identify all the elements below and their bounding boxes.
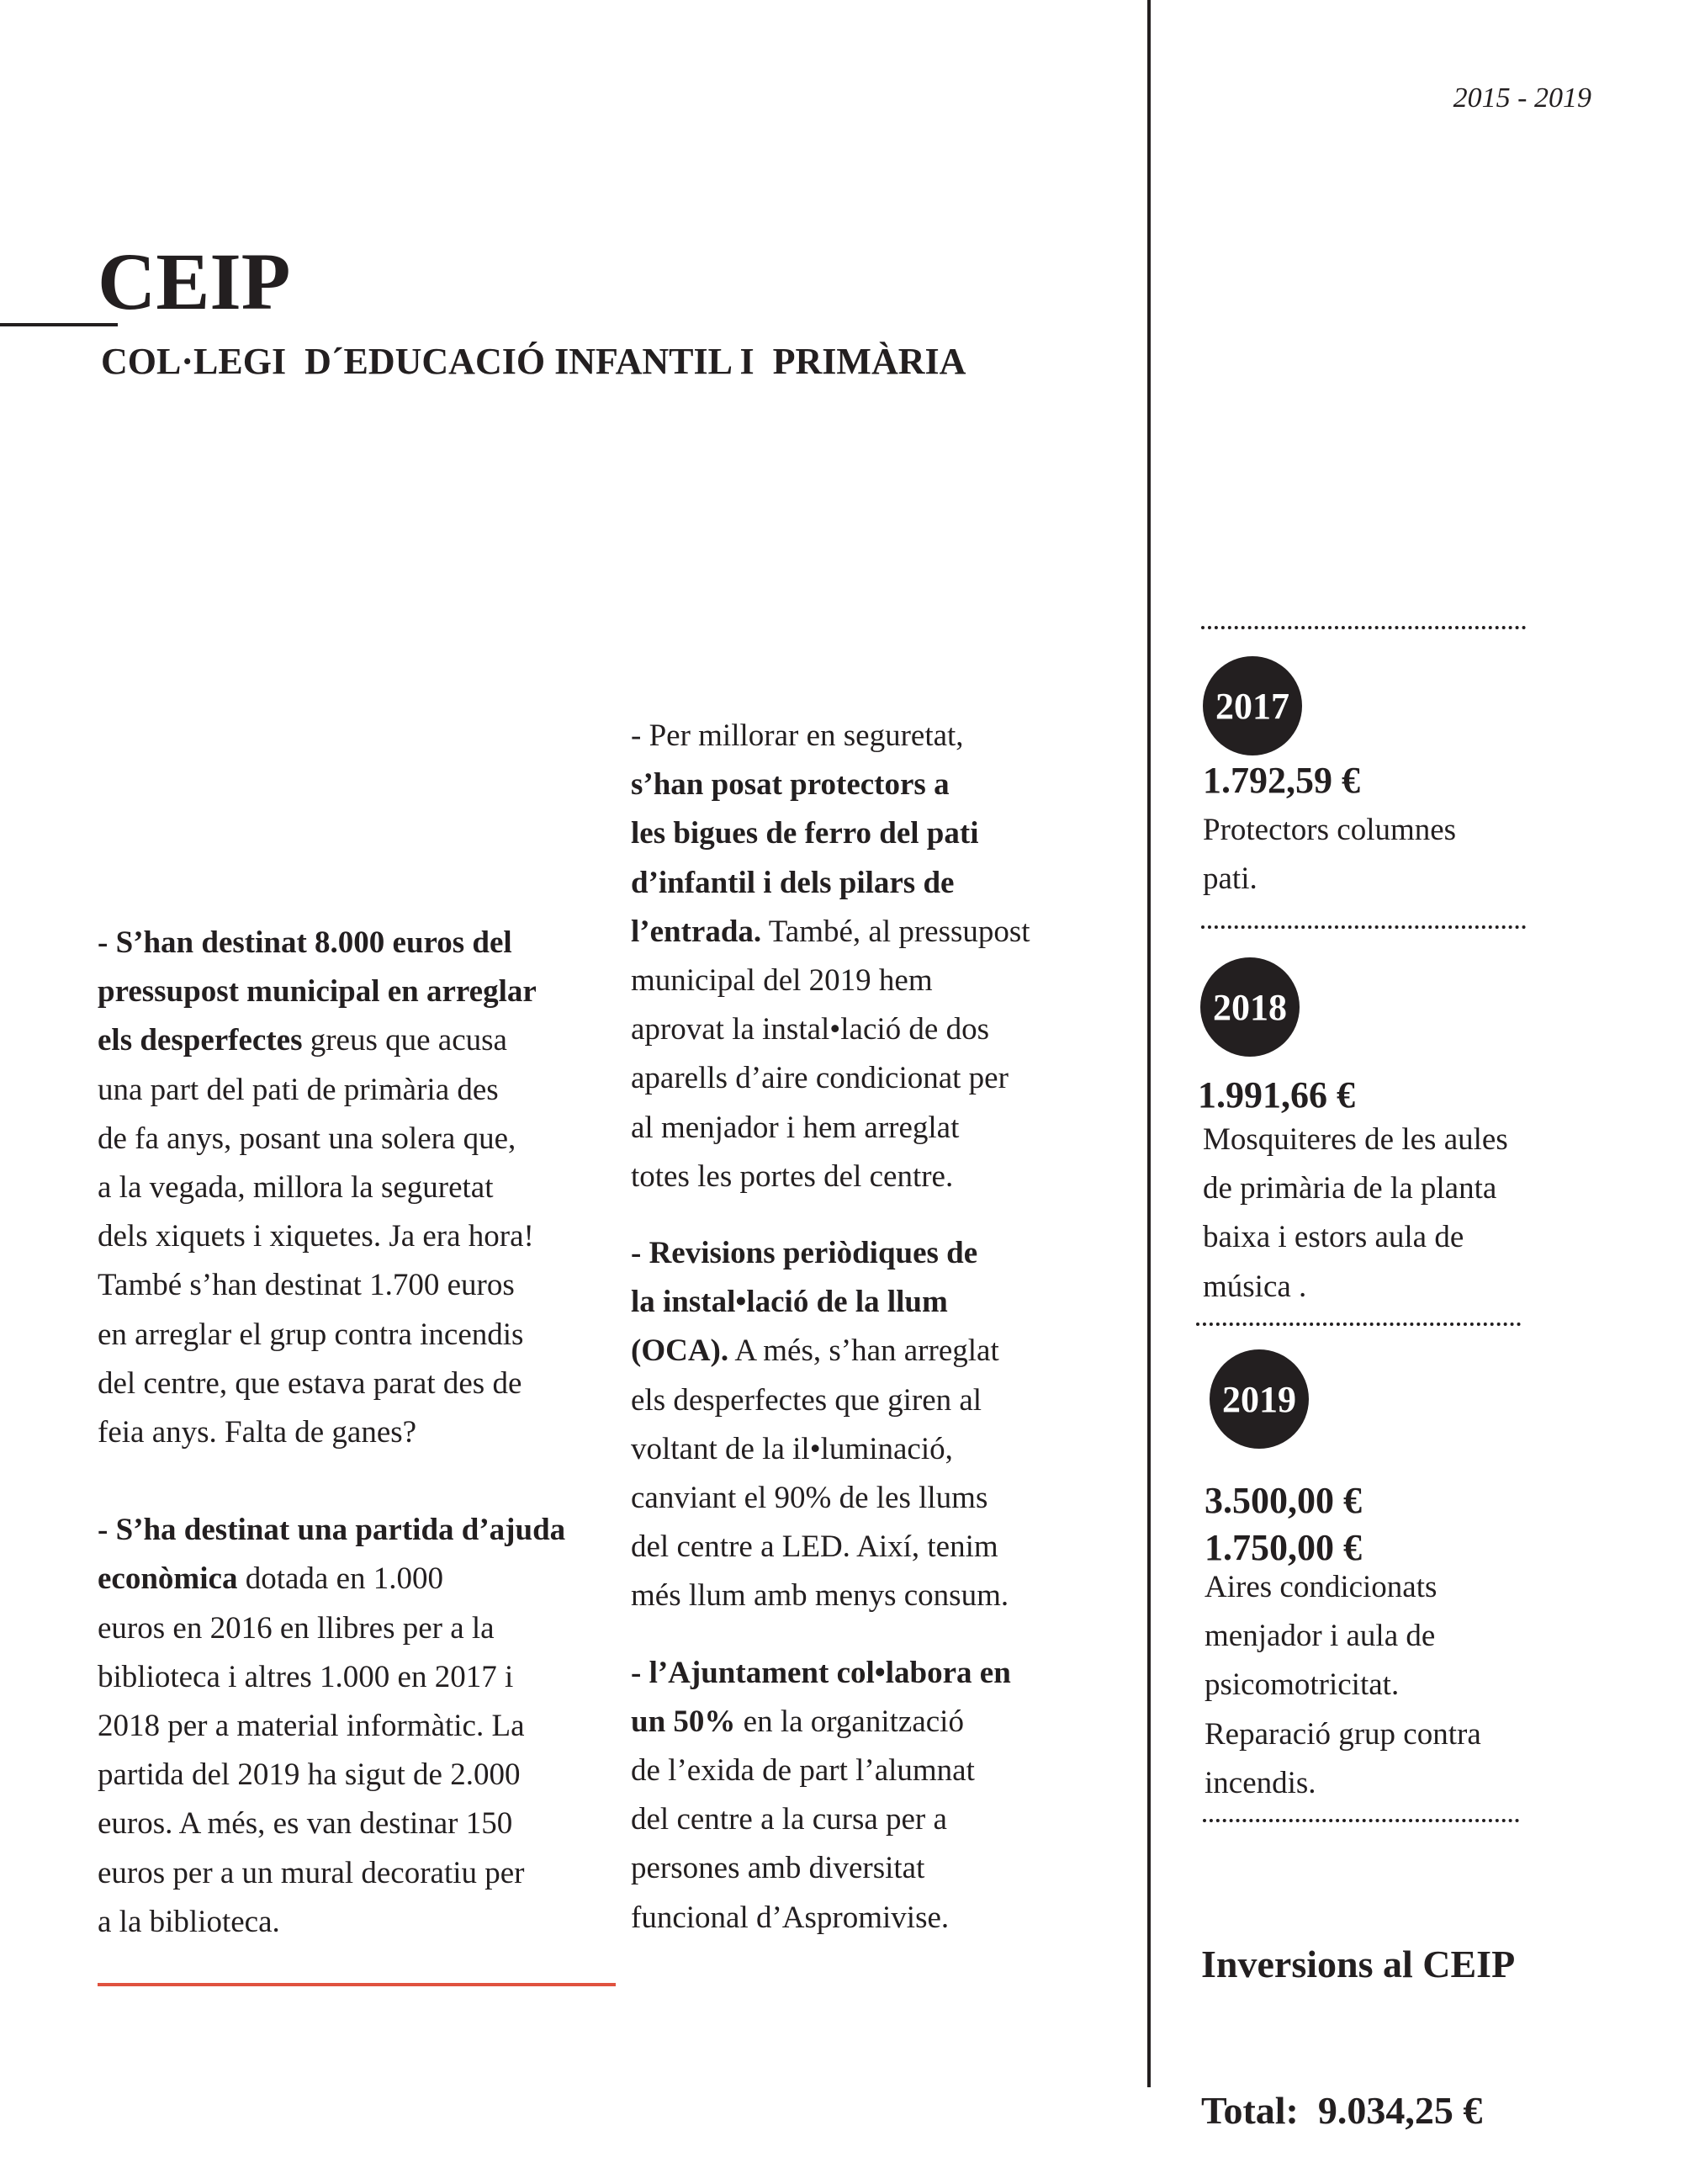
text-line: dels xiquets i xiquetes. Ja era hora! bbox=[98, 1219, 534, 1254]
text-line: en arreglar el grup contra incendis bbox=[98, 1317, 524, 1352]
text-line: de primària de la planta bbox=[1203, 1171, 1497, 1206]
column-middle bbox=[631, 712, 1136, 1943]
text-line: econòmica dotada en 1.000 bbox=[98, 1561, 443, 1597]
page-title: CEIP bbox=[98, 236, 291, 326]
text-line: aprovat la instal•lació de dos bbox=[631, 1012, 989, 1047]
total-label: Inversions al CEIP bbox=[1201, 1943, 1516, 1985]
text-line: del centre a LED. Així, tenim bbox=[631, 1529, 998, 1565]
dotted-divider bbox=[1196, 1323, 1521, 1326]
paragraph bbox=[631, 1229, 1136, 1621]
text-line: 2018 per a material informàtic. La bbox=[98, 1709, 525, 1744]
paragraph bbox=[98, 919, 602, 1457]
text-line: canviant el 90% de les llums bbox=[631, 1481, 988, 1516]
text-line: els desperfectes que giren al bbox=[631, 1382, 982, 1418]
text-line: a la biblioteca. bbox=[98, 1904, 280, 1939]
paragraph bbox=[98, 1506, 602, 1947]
text-line: del centre a la cursa per a bbox=[631, 1802, 947, 1837]
text-line: al menjador i hem arreglat bbox=[631, 1110, 960, 1145]
description-2018 bbox=[1203, 1116, 1508, 1312]
text-line: - l’Ajuntament col•labora en bbox=[631, 1655, 1011, 1690]
amount-2019-a: 3.500,00 € bbox=[1205, 1480, 1362, 1521]
text-line: - Per millorar en seguretat, bbox=[631, 718, 964, 753]
amount-2019-b: 1.750,00 € bbox=[1205, 1527, 1362, 1568]
text-line: persones amb diversitat bbox=[631, 1851, 925, 1886]
text-line: biblioteca i altres 1.000 en 2017 i bbox=[98, 1659, 514, 1694]
text-line: aparells d’aire condicionat per bbox=[631, 1061, 1009, 1096]
text-line: menjador i aula de bbox=[1205, 1619, 1436, 1654]
text-line: música . bbox=[1203, 1269, 1307, 1304]
description-2017 bbox=[1203, 806, 1456, 904]
text-line: (OCA). A més, s’han arreglat bbox=[631, 1333, 999, 1369]
text-line: la instal•lació de la llum bbox=[631, 1285, 948, 1320]
paragraph bbox=[631, 712, 1136, 1201]
text-line: més llum amb menys consum. bbox=[631, 1578, 1009, 1614]
text-line: Reparació grup contra bbox=[1205, 1716, 1481, 1752]
text-line: pati. bbox=[1203, 861, 1257, 897]
total-value: Total: 9.034,25 € bbox=[1201, 2089, 1483, 2132]
text-line: les bigues de ferro del pati bbox=[631, 816, 979, 851]
text-line: Protectors columnes bbox=[1203, 813, 1457, 847]
text-line: baixa i estors aula de bbox=[1203, 1220, 1464, 1255]
text-line: municipal del 2019 hem bbox=[631, 963, 933, 999]
dotted-divider bbox=[1201, 925, 1526, 929]
text-line: l’entrada. També, al pressupost bbox=[631, 914, 1030, 949]
text-line: una part del pati de primària des bbox=[98, 1072, 499, 1107]
text-line: a la vegada, millora la seguretat bbox=[98, 1170, 494, 1206]
text-line: feia anys. Falta de ganes? bbox=[98, 1415, 417, 1450]
text-line: totes les portes del centre. bbox=[631, 1158, 954, 1194]
text-line: - Revisions periòdiques de bbox=[631, 1236, 978, 1271]
text-line: euros per a un mural decoratiu per bbox=[98, 1855, 525, 1890]
text-line: de l’exida de part l’alumnat bbox=[631, 1753, 975, 1789]
dotted-divider bbox=[1201, 626, 1526, 629]
vertical-divider bbox=[1147, 0, 1151, 2087]
description-2019 bbox=[1205, 1563, 1481, 1808]
text-line: s’han posat protectors a bbox=[631, 767, 950, 803]
dotted-divider bbox=[1203, 1819, 1519, 1822]
accent-rule bbox=[98, 1983, 616, 1986]
text-line: euros. A més, es van destinar 150 bbox=[98, 1806, 513, 1842]
text-line: els desperfectes greus que acusa bbox=[98, 1023, 507, 1058]
text-line: També s’han destinat 1.700 euros bbox=[98, 1268, 515, 1303]
amount-2017: 1.792,59 € bbox=[1203, 760, 1360, 801]
text-line: incendis. bbox=[1205, 1765, 1316, 1800]
text-line: del centre, que estava parat des de bbox=[98, 1365, 522, 1401]
investment-total bbox=[1201, 1842, 1515, 2184]
text-line: - S’ha destinat una partida d’ajuda bbox=[98, 1513, 566, 1548]
text-line: de fa anys, posant una solera que, bbox=[98, 1121, 516, 1156]
text-line: - S’han destinat 8.000 euros del bbox=[98, 925, 512, 960]
paragraph bbox=[631, 1649, 1136, 1943]
text-line: euros en 2016 en llibres per a la bbox=[98, 1610, 495, 1646]
text-line: psicomotricitat. bbox=[1205, 1667, 1400, 1703]
date-range: 2015 - 2019 bbox=[1453, 82, 1591, 114]
year-badge-2017: 2017 bbox=[1203, 656, 1302, 755]
text-line: partida del 2019 ha sigut de 2.000 bbox=[98, 1757, 521, 1793]
text-line: pressupost municipal en arreglar bbox=[98, 974, 537, 1010]
year-badge-2018: 2018 bbox=[1200, 957, 1300, 1057]
text-line: voltant de la il•luminació, bbox=[631, 1431, 953, 1466]
page-subtitle: COL·LEGI D´EDUCACIÓ INFANTIL I PRIMÀRIA bbox=[101, 341, 966, 382]
year-badge-2019: 2019 bbox=[1210, 1349, 1309, 1449]
column-left bbox=[98, 919, 602, 1947]
text-line: d’infantil i dels pilars de bbox=[631, 865, 955, 900]
text-line: Mosquiteres de les aules bbox=[1203, 1122, 1508, 1157]
text-line: Aires condicionats bbox=[1205, 1570, 1438, 1604]
text-line: un 50% en la organització bbox=[631, 1704, 964, 1739]
text-line: funcional d’Aspromivise. bbox=[631, 1900, 950, 1935]
amount-2018: 1.991,66 € bbox=[1198, 1074, 1355, 1116]
